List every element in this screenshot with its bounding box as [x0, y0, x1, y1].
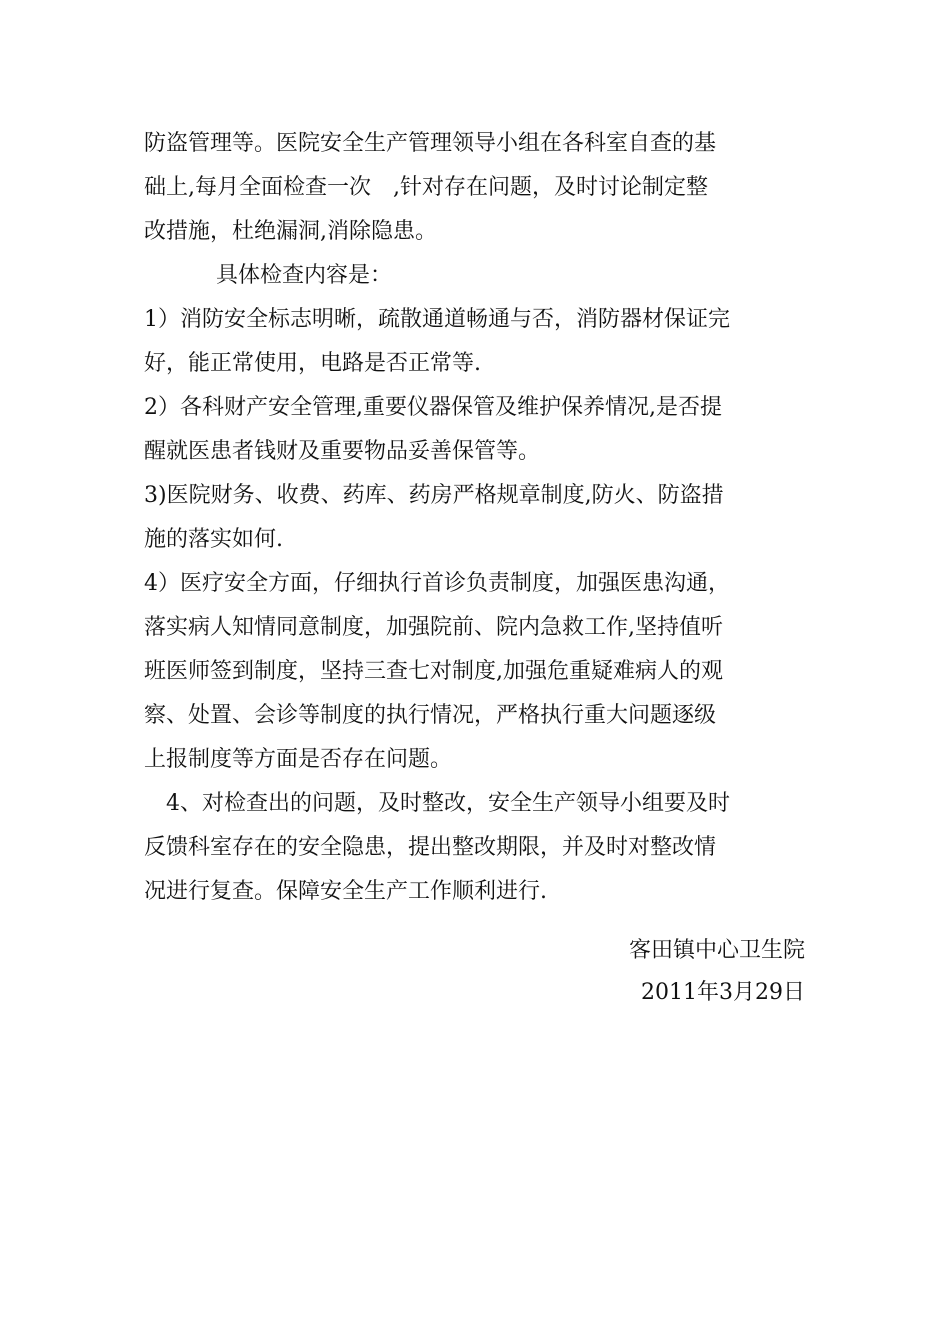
text-line: 4、对检查出的问题，及时整改，安全生产领导小组要及时 [166, 791, 730, 816]
inspection-item-3 [144, 474, 784, 562]
inspection-item-4 [144, 562, 784, 782]
inspection-item-2 [144, 386, 784, 474]
text-line: 1）消防安全标志明晰，疏散通道畅通与否，消防器材保证完 [144, 307, 730, 332]
inspection-item-1 [144, 298, 784, 386]
text-line: 况进行复查。保障安全生产工作顺利进行. [144, 879, 547, 904]
text-line: 察、处置、会诊等制度的执行情况，严格执行重大问题逐级 [144, 703, 717, 728]
text-line: 落实病人知情同意制度，加强院前、院内急救工作,坚持值听 [144, 615, 723, 640]
text-line: 班医师签到制度，坚持三查七对制度,加强危重疑难病人的观 [144, 659, 723, 684]
text-line: 施的落实如何. [144, 527, 283, 552]
section-4 [144, 782, 784, 914]
signature-organization: 客田镇中心卫生院 [628, 938, 805, 963]
text-line: 2）各科财产安全管理,重要仪器保管及维护保养情况,是否提 [144, 395, 722, 420]
text-line: 础上,每月全面检查一次 ,针对存在问题，及时讨论制定整 [144, 175, 708, 200]
text-line: 4）医疗安全方面，仔细执行首诊负责制度，加强医患沟通， [144, 571, 730, 596]
text-line: 反馈科室存在的安全隐患，提出整改期限，并及时对整改情 [144, 835, 717, 860]
document-body [144, 122, 784, 914]
text-line: 醒就医患者钱财及重要物品妥善保管等。 [144, 439, 541, 464]
text-line: 防盗管理等。医院安全生产管理领导小组在各科室自查的基 [144, 131, 717, 156]
text-line: 好，能正常使用，电路是否正常等. [144, 351, 481, 376]
paragraph-continuation [144, 122, 784, 254]
text-line: 上报制度等方面是否存在问题。 [144, 747, 453, 772]
text-line: 3)医院财务、收费、药库、药房严格规章制度,防火、防盗措 [144, 483, 724, 508]
signature-block [629, 930, 805, 1014]
signature-date: 2011年3月29日 [641, 980, 805, 1005]
text-line: 改措施，杜绝漏洞,消除隐患。 [144, 219, 437, 244]
content-heading: 具体检查内容是： [216, 263, 393, 288]
